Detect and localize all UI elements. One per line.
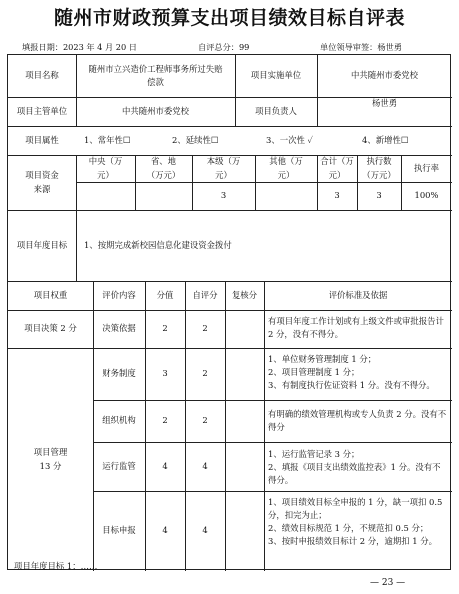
organization-self-score: 2 — [202, 415, 208, 426]
operation-monitoring-review-score — [225, 442, 264, 491]
total-value: 3 — [334, 190, 340, 201]
decision-self-score: 2 — [202, 323, 208, 334]
finance-system-standard — [264, 348, 452, 400]
goal-declaration-score: 4 — [162, 525, 168, 536]
executed-header: 执行数（万元） — [362, 156, 396, 180]
goal-declaration-standard — [264, 491, 452, 571]
operation-monitoring-content: 运行监管 — [102, 460, 136, 471]
project-name-label: 项目名称 — [25, 70, 59, 81]
supervising-unit-label: 项目主管单位 — [16, 105, 68, 116]
organization-content: 组织机构 — [102, 415, 136, 426]
organization-score: 2 — [162, 415, 168, 426]
management-weight: 项目管理13 分 — [33, 447, 68, 471]
attr-continuing-checkbox: 2、延续性☐ — [172, 134, 219, 145]
finance-system-score: 3 — [162, 368, 168, 379]
goal-declaration-content: 目标申报 — [102, 525, 136, 536]
project-leader-label: 项目负责人 — [255, 105, 297, 116]
attr-new-checkbox: 4、新增性☐ — [362, 134, 409, 145]
other-header: 其他（万元） — [269, 156, 303, 180]
local-value: 3 — [220, 190, 227, 201]
decision-content: 决策依据 — [102, 323, 136, 334]
review-score-header: 复核分 — [231, 289, 258, 300]
operation-monitoring-standard — [264, 442, 452, 491]
standard-line: 3、按时申报绩效目标计 2 分，逾期扣 1 分。 — [268, 536, 438, 547]
operation-monitoring-self-score: 4 — [202, 460, 208, 471]
province-header: 省、地（万元） — [146, 156, 181, 180]
operation-monitoring-score: 4 — [162, 460, 168, 471]
annual-goal-footnote: 项目年度目标 1：…… — [14, 561, 98, 571]
supervising-unit-value: 中共随州市委党校 — [122, 105, 189, 116]
annual-goal-label: 项目年度目标 — [16, 239, 68, 250]
weight-header: 项目权重 — [33, 289, 68, 300]
decision-weight: 项目决策 2 分 — [24, 323, 77, 334]
goal-declaration-self-score: 4 — [202, 525, 208, 536]
funding-source-label: 项目资金来源 — [25, 170, 59, 194]
standard-line: 1、单位财务管理制度 1 分； — [268, 354, 377, 364]
project-leader-value: 杨世勇 — [371, 97, 398, 108]
execution-rate-value: 100% — [414, 190, 439, 201]
total-header: 合计（万元） — [320, 156, 354, 180]
province-value — [135, 182, 192, 210]
standard-line: 2、项目管理制度 1 分； — [268, 367, 360, 378]
leader-signature: 单位领导审签：杨世勇 — [320, 42, 402, 52]
self-score-header: 自评分 — [192, 289, 218, 300]
finance-system-content: 财务制度 — [102, 368, 136, 379]
organization-review-score — [225, 400, 264, 442]
finance-system-self-score: 2 — [202, 368, 208, 379]
standard-line: 2、填报《项目支出绩效监控表》1 分。没有不得分。 — [268, 462, 441, 486]
local-header: 本级（万元） — [206, 156, 241, 180]
project-name-value: 随州市立兴造价工程师事务所过失赔偿款 — [88, 63, 223, 87]
decision-standard: 有项目年度工作计划或有上级文件或审批报告计 2 分，没有不得分。 — [268, 316, 444, 340]
other-value — [255, 182, 317, 210]
standard-line: 有明确的绩效管理机构或专人负责 2 分。没有不得分 — [268, 409, 447, 433]
standard-header: 评价标准及依据 — [328, 289, 388, 300]
implementing-unit-label: 项目实施单位 — [250, 70, 302, 81]
attr-annual-checkbox: 1、常年性☐ — [84, 134, 131, 145]
central-header: 中央（万元） — [88, 156, 123, 180]
decision-score: 2 — [162, 323, 168, 334]
content-header: 评价内容 — [102, 289, 136, 300]
self-total-score: 自评总分：99 — [198, 42, 250, 52]
annual-goal-text: 1、按期完成新校园信息化建设资金拨付 — [84, 239, 232, 250]
project-attribute-label: 项目属性 — [25, 134, 59, 145]
attr-one-time-checkbox: 3、一次性 ✓ — [266, 134, 313, 145]
organization-standard — [264, 400, 452, 442]
finance-system-review-score — [225, 348, 264, 400]
page-title: 随州市财政预算支出项目绩效目标自评表 — [53, 7, 405, 29]
executed-value: 3 — [376, 190, 382, 201]
implementing-unit-value: 中共随州市委党校 — [351, 70, 418, 81]
execution-rate-header: 执行率 — [413, 162, 440, 173]
page-number: — 23 — — [370, 578, 406, 588]
score-header: 分值 — [156, 289, 174, 300]
goal-declaration-review-score — [225, 491, 264, 571]
central-value — [76, 182, 135, 210]
standard-line: 3、有制度执行佐证资料 1 分。没有不得分。 — [268, 380, 435, 391]
standard-line: 1、项目绩效目标全申报的 1 分，缺一项扣 0.5 分，扣完为止； — [268, 497, 443, 521]
fill-date: 填报日期：2023 年 4 月 20 日 — [22, 42, 137, 52]
standard-line: 2、绩效目标规范 1 分，不规范扣 0.5 分； — [268, 523, 429, 534]
decision-review-score — [225, 310, 264, 348]
evaluation-table — [7, 54, 451, 570]
standard-line: 1、运行监管记录 3 分； — [268, 449, 360, 459]
